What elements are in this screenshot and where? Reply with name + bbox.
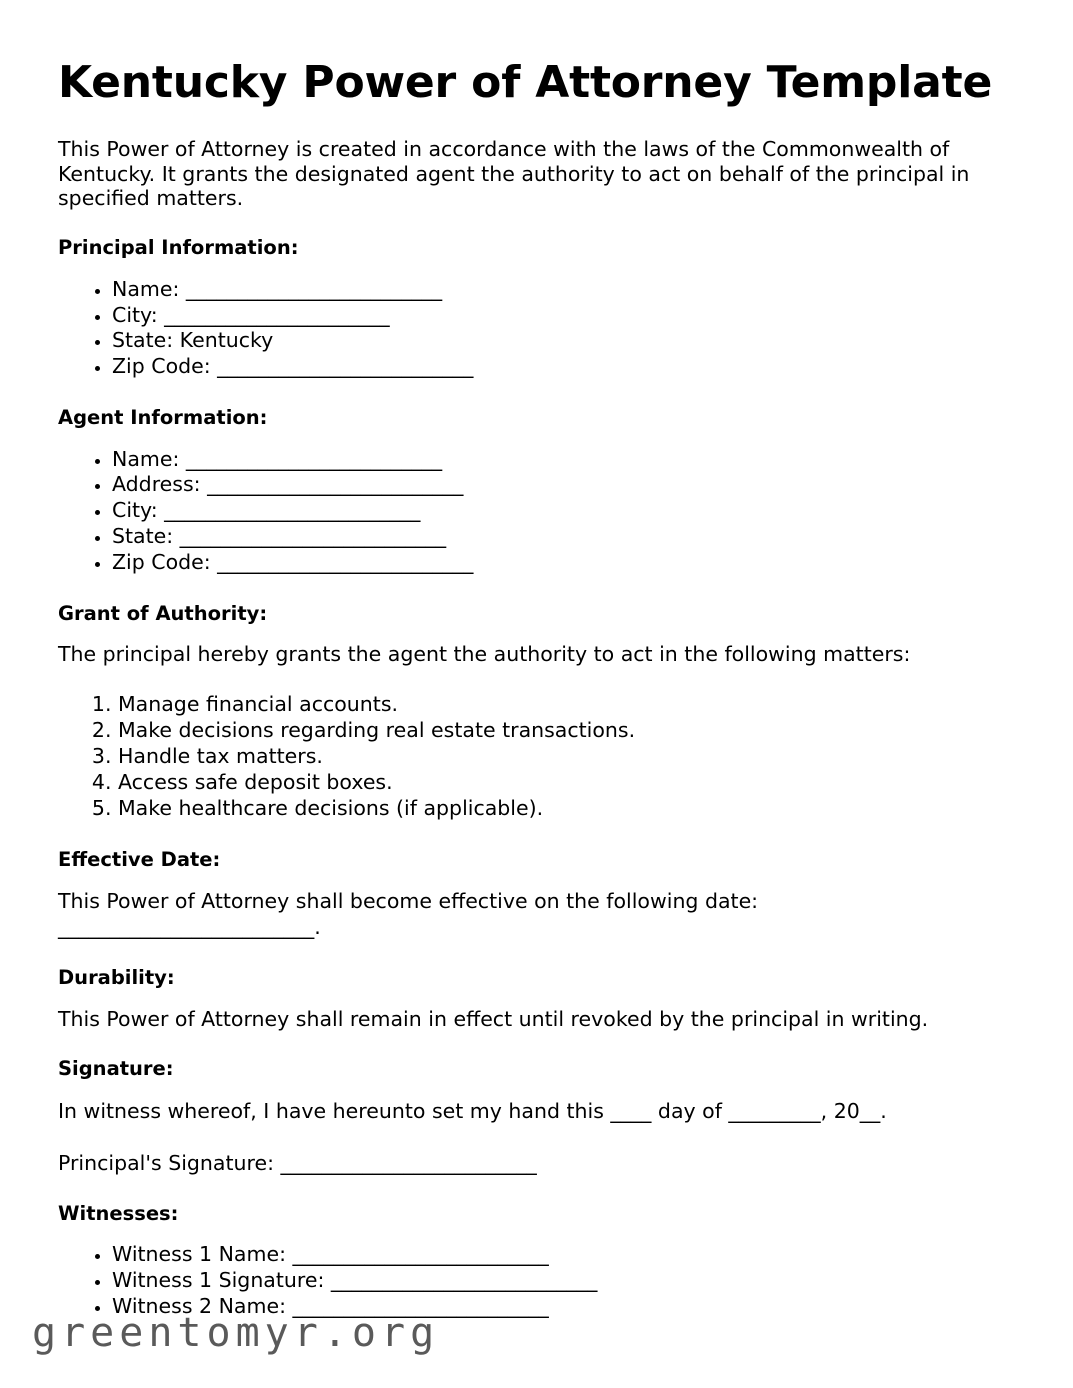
list-item: • Zip Code: _________________________ — [112, 354, 993, 380]
witness-statement: In witness whereof, I have hereunto set my hand this ____ day of _________, 20__. — [58, 1098, 887, 1123]
list-item: • City: _________________________ — [112, 498, 993, 524]
grant-of-authority-heading: Grant of Authority: — [58, 601, 268, 625]
witnesses-heading: Witnesses: — [58, 1202, 179, 1226]
list-item: • Witness 2 Name: _________________________ — [112, 1294, 993, 1320]
principal-signature-line: Principal's Signature: _________________________ — [58, 1150, 537, 1175]
grant-of-authority-intro: The principal hereby grants the agent the authority to act in the following matters: — [58, 642, 911, 667]
list-item: • State: Kentucky — [112, 328, 993, 354]
principal-information-heading: Principal Information: — [58, 236, 299, 260]
list-item: • Witness 1 Name: _________________________ — [112, 1242, 993, 1268]
list-item: 4. Access safe deposit boxes. — [118, 770, 993, 796]
list-item: • Address: _________________________ — [112, 472, 993, 498]
list-item: • Name: _________________________ — [112, 447, 993, 473]
list-item: 2. Make decisions regarding real estate transactions. — [118, 718, 993, 744]
agent-information-heading: Agent Information: — [58, 406, 268, 430]
intro-paragraph: This Power of Attorney is created in accordance with the laws of the Commonwealth of Kentucky. It grants the designated agent the authority to act on behalf of the principal in specified matters. — [58, 137, 970, 211]
list-item: • Name: _________________________ — [112, 277, 993, 303]
list-item: • Witness 1 Signature: __________________________ — [112, 1268, 993, 1294]
site-watermark: greentomyr.org — [32, 1310, 440, 1356]
principal-information-list — [58, 277, 993, 380]
effective-date-text: This Power of Attorney shall become effective on the following date: _________________________. — [58, 888, 759, 940]
effective-date-heading: Effective Date: — [58, 847, 221, 871]
witnesses-list — [58, 1242, 993, 1319]
signature-heading: Signature: — [58, 1057, 174, 1081]
list-item: • State: __________________________ — [112, 524, 993, 550]
document-body — [58, 58, 993, 1346]
list-item: 3. Handle tax matters. — [118, 744, 993, 770]
list-item: • Zip Code: _________________________ — [112, 550, 993, 576]
durability-heading: Durability: — [58, 966, 175, 990]
list-item: 5. Make healthcare decisions (if applicable). — [118, 796, 993, 822]
durability-text: This Power of Attorney shall remain in effect until revoked by the principal in writing. — [58, 1006, 929, 1031]
list-item: 1. Manage financial accounts. — [118, 692, 993, 718]
page-title: Kentucky Power of Attorney Template — [58, 57, 993, 108]
grant-of-authority-list — [58, 692, 993, 821]
list-item: • City: ______________________ — [112, 303, 993, 329]
agent-information-list — [58, 447, 993, 576]
